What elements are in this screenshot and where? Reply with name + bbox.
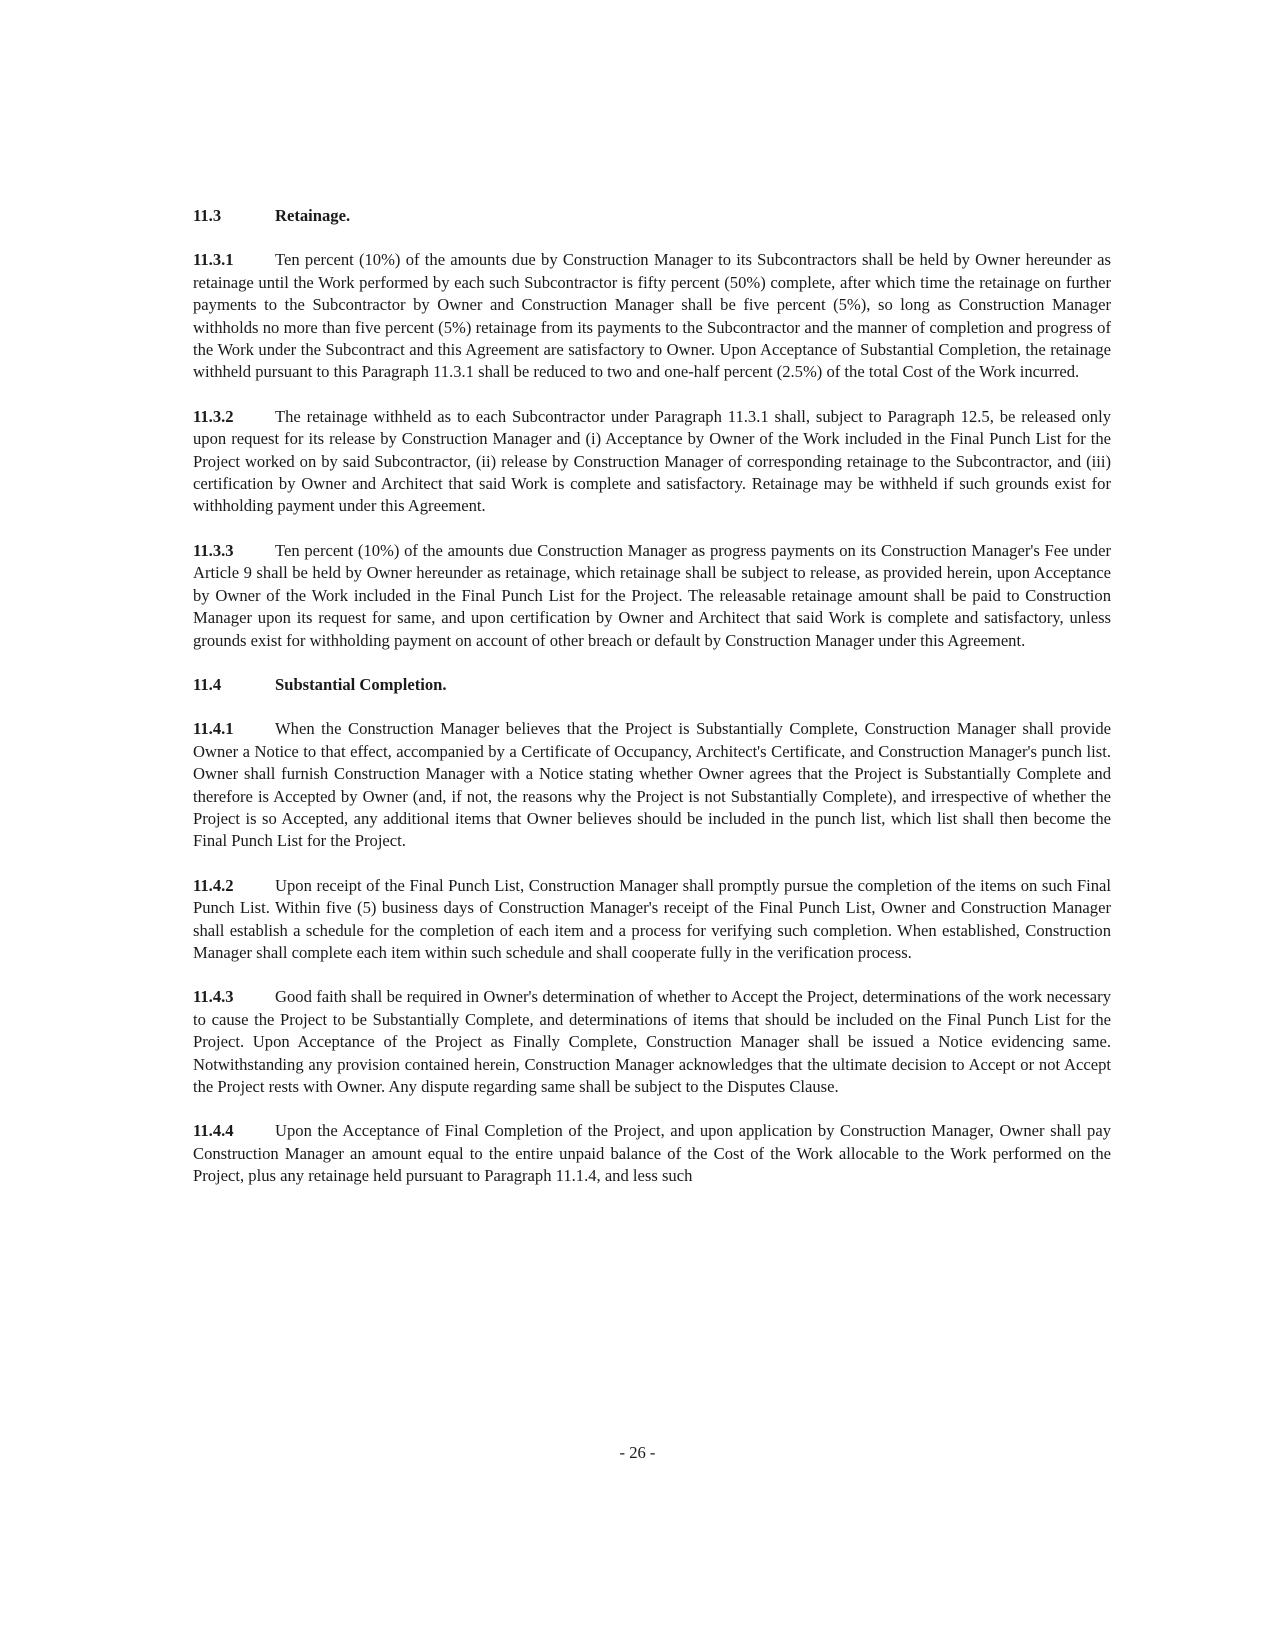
paragraph-text: Ten percent (10%) of the amounts due by Construction Manager to its Subcontractors shall be held by Owner hereunder as retainage until the Work performed by each such Subcontractor is fifty percent (50%) complete, after which time the retainage on further payments to the Subcontractor by Owner and Construction Manager shall be five percent (5%), so long as Construction Manager withholds no more than five percent (5%) retainage from its payments to the Subcontractor and the manner of completion and progress of the Work under the Subcontract and this Agreement are satisfactory to Owner. Upon Acceptance of Substantial Completion, the retainage withheld pursuant to this Paragraph 11.3.1 shall be reduced to two and one-half percent (2.5%) of the total Cost of the Work incurred. — [193, 250, 1111, 382]
paragraph-text: Ten percent (10%) of the amounts due Construction Manager as progress payments on its Construction Manager's Fee under Article 9 shall be held by Owner hereunder as retainage, which retainage shall be subject to release, as provided herein, upon Acceptance by Owner of the Work included in the Final Punch List for the Project. The releasable retainage amount shall be paid to Construction Manager upon its request for same, and upon certification by Owner and Architect that said Work is complete and satisfactory, unless grounds exist for withholding payment on account of other breach or default by Construction Manager under this Agreement. — [193, 540, 1111, 650]
paragraph-text: Upon the Acceptance of Final Completion of the Project, and upon application by Construction Manager, Owner shall pay Construction Manager an amount equal to the entire unpaid balance of the Cost of the Work allocable to the Work performed on the Project, plus any retainage held pursuant to Paragraph 11.1.4, and less such — [193, 1121, 1111, 1186]
paragraph-11-3-1 — [193, 249, 1111, 383]
paragraph-11-4-1 — [193, 718, 1111, 852]
paragraph-number: 11.3.3 — [193, 540, 234, 560]
paragraph-11-4-2 — [193, 875, 1111, 965]
paragraph-text: When the Construction Manager believes that the Project is Substantially Complete, Construction Manager shall provide Owner a Notice to that effect, accompanied by a Certificate of Occupancy, Architect's Certificate, and Construction Manager's punch list. Owner shall furnish Construction Manager with a Notice stating whether Owner agrees that the Project is Substantially Complete and therefore is Accepted by Owner (and, if not, the reasons why the Project is not Substantially Complete), and irrespective of whether the Project is so Accepted, any additional items that Owner believes should be included in the punch list, which list shall then become the Final Punch List for the Project. — [193, 719, 1111, 851]
paragraph-number: 11.4.4 — [193, 1121, 234, 1141]
paragraph-11-3-3 — [193, 540, 1111, 652]
section-number: 11.4 — [193, 674, 222, 694]
paragraph-11-4-3 — [193, 986, 1111, 1098]
section-title: Retainage. — [275, 206, 351, 225]
paragraph-11-3-2 — [193, 406, 1111, 518]
paragraph-text: The retainage withheld as to each Subcontractor under Paragraph 11.3.1 shall, subject to Paragraph 12.5, be released only upon request for its release by Construction Manager and (i) Acceptance by Owner of the Work included in the Final Punch List for the Project worked on by said Subcontractor, (ii) release by Construction Manager of corresponding retainage to the Subcontractor, and (iii) certification by Owner and Architect that said Work is complete and satisfactory. Retainage may be withheld if such grounds exist for withholding payment under this Agreement. — [193, 406, 1111, 516]
paragraph-number: 11.4.2 — [193, 875, 234, 895]
section-title: Substantial Completion. — [275, 674, 447, 694]
section-heading-11-4 — [193, 674, 1111, 696]
paragraph-11-4-4 — [193, 1120, 1111, 1187]
paragraph-number: 11.4.3 — [193, 987, 234, 1007]
paragraph-text: Good faith shall be required in Owner's determination of whether to Accept the Project, determinations of the work necessary to cause the Project to be Substantially Complete, and determinations of items that should be included on the Final Punch List for the Project. Upon Acceptance of the Project as Finally Complete, Construction Manager shall be issued a Notice evidencing same. Notwithstanding any provision contained herein, Construction Manager acknowledges that the ultimate decision to Accept or not Accept the Project rests with Owner. Any dispute regarding same shall be subject to the Disputes Clause. — [193, 987, 1111, 1096]
paragraph-number: 11.3.1 — [193, 250, 234, 270]
section-heading-11-3 — [193, 205, 1111, 227]
section-number: 11.3 — [193, 206, 222, 225]
page-number: - 26 - — [619, 1443, 656, 1462]
paragraph-text: Upon receipt of the Final Punch List, Construction Manager shall promptly pursue the completion of the items on such Final Punch List. Within five (5) business days of Construction Manager's receipt of the Final Punch List, Owner and Construction Manager shall establish a schedule for the completion of each item and a process for verifying such completion. When established, Construction Manager shall complete each item within such schedule and shall cooperate fully in the verification process. — [193, 875, 1111, 962]
paragraph-number: 11.4.1 — [193, 719, 234, 739]
document-page — [193, 205, 1111, 1210]
paragraph-number: 11.3.2 — [193, 406, 234, 426]
